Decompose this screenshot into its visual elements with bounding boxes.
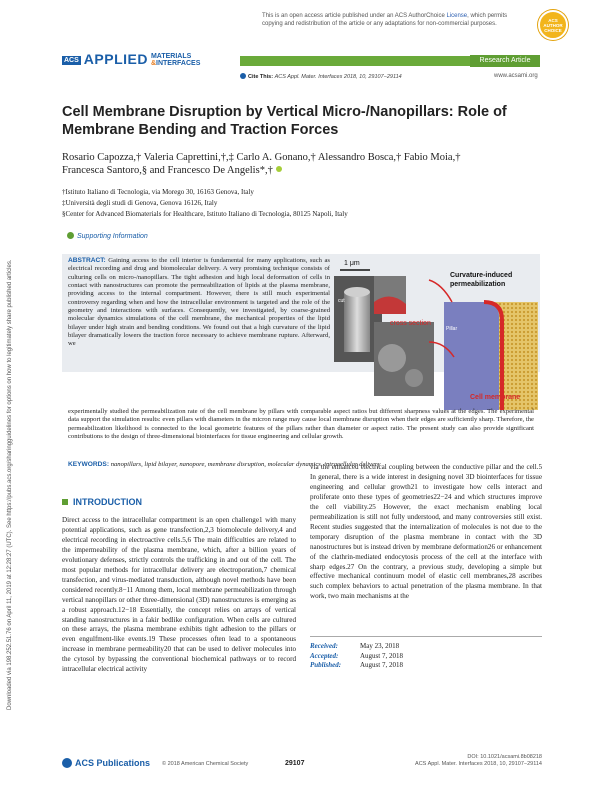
copyright: © 2018 American Chemical Society	[162, 761, 249, 767]
article-type-tag: Research Article	[470, 55, 540, 67]
cite-label: Cite This:	[248, 74, 274, 80]
cross-section-detail	[405, 369, 423, 387]
authors-line-2-wrap	[62, 164, 542, 177]
affiliation-3: §Center for Advanced Biomaterials for Healthcare, Istituto Italiano di Tecnologia, 80125 Napoli, Italy	[62, 210, 348, 218]
download-note-text: Downloaded via 198.252.51.76 on April 11, 2019 at 12:28:27 (UTC). See https://pubs.acs.org/sharingguidelines for options on how to legitimately share published articles.	[7, 259, 13, 710]
arrow-curvature	[429, 280, 452, 302]
keywords-heading: KEYWORDS:	[68, 461, 110, 468]
article-title: Cell Membrane Disruption by Vertical Micro-/Nanopillars: Role of Membrane Bending and Traction Forces	[62, 104, 507, 138]
logo-amp: &	[150, 60, 157, 67]
logo-interfaces: INTERFACES	[156, 60, 201, 67]
publisher-name: ACS Publications	[75, 758, 151, 768]
license-link[interactable]: License	[446, 13, 468, 19]
acs-publications-logo[interactable]	[62, 758, 150, 768]
acs-authorchoice-badge[interactable]	[538, 10, 568, 40]
journal-url[interactable]: www.acsami.org	[494, 73, 538, 79]
oa-note-text-2: , which permits copying and redistribution of the article or any adaptations for non-commercial purposes.	[262, 13, 508, 27]
download-note	[2, 240, 22, 710]
received-label: Received:	[310, 642, 338, 650]
abstract-heading: ABSTRACT:	[68, 257, 106, 264]
pillar-sem	[344, 292, 370, 352]
accepted-row	[310, 652, 542, 662]
pillar-top	[344, 287, 370, 297]
supporting-info-icon	[67, 232, 74, 239]
doi[interactable]: DOI: 10.1021/acsami.8b08218	[467, 754, 542, 760]
received-date: May 23, 2018	[360, 642, 400, 650]
cell-membrane-label: Cell membrane	[470, 394, 521, 401]
badge-line-1: ACS	[548, 17, 558, 23]
cut-label: cut	[338, 298, 345, 304]
abstract-text-top	[68, 257, 330, 349]
pillar-label: Pillar	[446, 326, 458, 332]
published-label: Published:	[310, 661, 342, 669]
received-row	[310, 642, 542, 652]
affiliation-2: ‡Università degli studi di Genova, Genova 16126, Italy	[62, 199, 218, 207]
affiliation-1: †Istituto Italiano di Tecnologia, via Morego 30, 16163 Genova, Italy	[62, 188, 254, 196]
intro-heading	[62, 497, 142, 507]
cross-section-pillar	[378, 344, 406, 372]
toc-graphic	[334, 262, 538, 410]
accepted-label: Accepted:	[310, 651, 339, 660]
page-footer	[62, 754, 542, 774]
journal-reference: ACS Appl. Mater. Interfaces 2018, 10, 29107−29114	[415, 761, 542, 767]
badge-line-2: AUTHOR	[543, 22, 563, 28]
logo-applied: APPLIED	[83, 51, 148, 67]
cite-reference: ACS Appl. Mater. Interfaces 2018, 10, 29107−29114	[274, 74, 402, 80]
published-row	[310, 661, 542, 671]
published-date: August 7, 2018	[360, 661, 403, 669]
curvature-label-2: permeabilization	[450, 281, 506, 288]
affiliations	[62, 187, 542, 220]
abstract-text-bottom: experimentally studied the permeabilization rate of the cell membrane by pillars with comparable aspect ratios but different sharpness values at the edges. The experimental data support the simulation results: even pillars with diameters in the micron range may cause local membrane disruption when their edges are sufficiently sharp. Therefore, the permeabilization likelihood is connected to the local geometric features of the pillars rather than diameter or aspect ratio. The present study can also provide significant contributions to the design of three-dimensional biointerfaces for tissue engineering and cellular growth.	[68, 408, 534, 441]
oa-note-text: This is an open access article published under an ACS AuthorChoice	[262, 13, 445, 19]
acs-pub-icon	[62, 758, 72, 768]
cite-this[interactable]	[240, 73, 402, 80]
authors-line-1: Rosario Capozza,† Valeria Caprettini,†,‡ Carlo A. Gonano,† Alessandro Bosca,† Fabio Moia,†	[62, 152, 461, 163]
intro-right-column: via the enhanced electrical coupling between the conductive pillar and the cell.5 In general, there is a wide interest in designing novel 3D biointerfaces for tissue engineering and cellular growth21 to investigate how cells interact and proliferate onto these types of geometries22−24 and which structures improve the cell viability.25 However, the exact mechanism enabling local permeabilization is still not fully understood, and many controversies still exist. Recent studies suggested that the internalization of molecules is not due to the temporary disruption of the plasma membrane in contact with the 3D nanostructures but is instead driven by membrane deformation26 or enhancement of the clathrin-mediated endocytosis process of the cell at the interface with sharp edges.27 On the contrary, a previous study, developing a simple but effective mechanical continuum model of elastic cell membranes,28 ascribes such complex behaviors to actual penetration of the plasma membrane. In that work, two main mechanisms at the	[310, 463, 542, 601]
author-list	[62, 151, 542, 177]
doi-block	[415, 754, 542, 768]
supporting-information-link[interactable]	[67, 232, 148, 240]
cite-icon	[240, 73, 246, 79]
supporting-info-label: Supporting Information	[77, 233, 148, 240]
logo-materials-interfaces	[151, 53, 200, 67]
scale-label: 1 μm	[344, 260, 360, 267]
badge-line-3: CHOICE	[544, 27, 562, 33]
abstract-body-1: Gaining access to the cell interior is fundamental for many applications, such as electrical recording and drug and biomolecular delivery. A very promising technique consists of culturing cells on micro-/nanopillars. The tight adhesion and high local deformation of cells in contact with nanostructures can promote the permeabilization of lipids at the plasma membrane, providing access to the internal compartment. However, there is still much experimental controversy regarding when and how the intracellular environment is targeted and the role of the geometry and interactions with surfaces. Consequently, we investigated, by coarse-grained molecular dynamics simulations of the cell membrane, the mechanical properties of the lipid bilayer under high strain and bending conditions. We found out that a high curvature of the lipid bilayer dramatically lowers the traction force necessary to achieve membrane rupture. Afterward, we	[68, 257, 330, 348]
intro-heading-text: INTRODUCTION	[73, 497, 142, 507]
acs-logo: ACS	[64, 57, 79, 64]
cross-section-label: cross section	[390, 320, 431, 327]
orcid-icon[interactable]	[276, 166, 282, 172]
curvature-label-1: Curvature-induced	[450, 272, 513, 279]
section-marker-icon	[62, 499, 68, 505]
open-access-note	[262, 12, 524, 28]
intro-left-column: Direct access to the intracellular compartment is an open challenge1 with many potential applications, such as gene transfection,2,3 biomolecule delivery,4 and electrical recording in electroactive cells.5,6 The main difficulties are related to the impermeability of the plasma membrane, which, after a billion years of evolutionary defenses, strictly controls the trafficking in and out of the cell. The most popular methods for intracellular delivery are electroporation,7 chemical transfection, and virus-mediated transduction, although novel methods have been considered recently.8−11 Among them, local membrane permeabilization through vertical nanopillars or other three-dimensional (3D) nanostructures is emerging as a robust approach.12−18 Essentially, the concept relies on arrays of vertical standing nanostructures in a fakir bedlike configuration. When cells are cultured on these arrays, the plasma membrane exhibits tight adhesion to the pillars or even engulfment-like events.19 These processes often lead to a spontaneous increase in membrane permeability20 that can be used to deliver molecules into the cytosol by bypassing the conventional biochemical pathways or to record intracellular electrical activity	[62, 516, 296, 674]
accepted-date: August 7, 2018	[360, 651, 403, 660]
page-number: 29107	[285, 760, 305, 767]
journal-logo	[62, 51, 200, 67]
authors-line-2: Francesca Santoro,§ and Francesco De Angelis*,†	[62, 165, 273, 176]
keywords-list: nanopillars, lipid bilayer, nanopore, membrane disruption, molecular dynamics, intracellular delivery	[110, 461, 381, 468]
toc-figure	[334, 262, 538, 410]
logo-materials: MATERIALS	[150, 53, 192, 60]
publication-dates	[310, 636, 542, 671]
